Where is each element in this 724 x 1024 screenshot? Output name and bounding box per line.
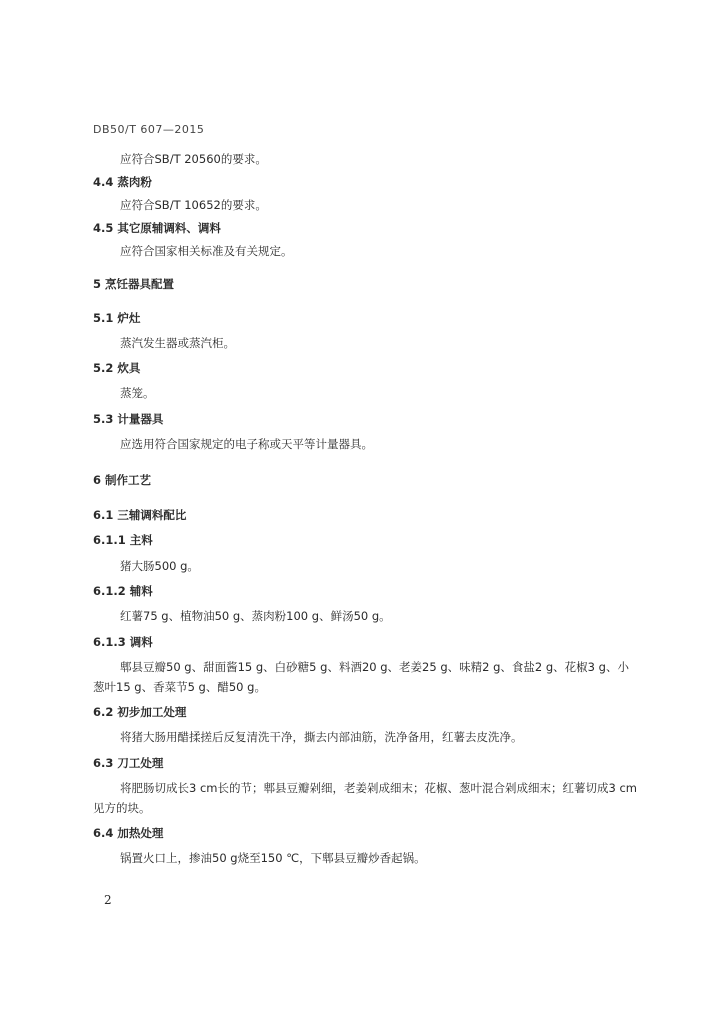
body-text: 应符合SB/T 20560的要求。 — [120, 152, 267, 166]
page-number: 2 — [104, 893, 112, 907]
section-heading: 6.3 刀工处理 — [93, 756, 164, 770]
body-text: 锅置火口上，掺油50 g烧至150 ℃，下郫县豆瓣炒香起锅。 — [120, 851, 426, 865]
body-text: 将猪大肠用醋揉搓后反复清洗干净，撕去内部油筋，洗净备用，红薯去皮洗净。 — [120, 730, 523, 744]
section-heading: 6 制作工艺 — [93, 473, 152, 487]
body-text: 红薯75 g、植物油50 g、蒸肉粉100 g、鲜汤50 g。 — [120, 609, 391, 623]
section-heading: 6.1.1 主料 — [93, 533, 153, 547]
section-heading: 5.1 炉灶 — [93, 311, 141, 325]
body-text: 蒸汽发生器或蒸汽柜。 — [120, 336, 235, 350]
section-heading: 5.3 计量器具 — [93, 412, 164, 426]
section-heading: 5 烹饪器具配置 — [93, 277, 175, 291]
body-text: 郫县豆瓣50 g、甜面酱15 g、白砂糖5 g、料酒20 g、老姜25 g、味精2 g、食盐2 g、花椒3 g、小 — [120, 660, 629, 674]
body-text: 蒸笼。 — [120, 386, 155, 400]
section-heading: 6.4 加热处理 — [93, 826, 164, 840]
body-text: 应符合SB/T 10652的要求。 — [120, 198, 267, 212]
body-text: 应符合国家相关标准及有关规定。 — [120, 244, 293, 258]
section-heading: 6.1.2 辅料 — [93, 584, 153, 598]
body-text: 将肥肠切成长3 cm长的节；郫县豆瓣剁细，老姜剁成细末；花椒、葱叶混合剁成细末；红薯切成3 cm — [120, 781, 637, 795]
section-heading: 5.2 炊具 — [93, 361, 141, 375]
body-text: 见方的块。 — [93, 801, 151, 815]
section-heading: 6.1 三辅调料配比 — [93, 508, 187, 522]
section-heading: 6.1.3 调料 — [93, 635, 153, 649]
section-heading: 4.5 其它原辅调料、调料 — [93, 221, 221, 235]
body-text: 葱叶15 g、香菜节5 g、醋50 g。 — [93, 680, 266, 694]
document-code: DB50/T 607—2015 — [93, 123, 205, 136]
body-text: 猪大肠500 g。 — [120, 559, 199, 573]
section-heading: 4.4 蒸肉粉 — [93, 175, 152, 189]
body-text: 应选用符合国家规定的电子称或天平等计量器具。 — [120, 437, 373, 451]
section-heading: 6.2 初步加工处理 — [93, 705, 187, 719]
